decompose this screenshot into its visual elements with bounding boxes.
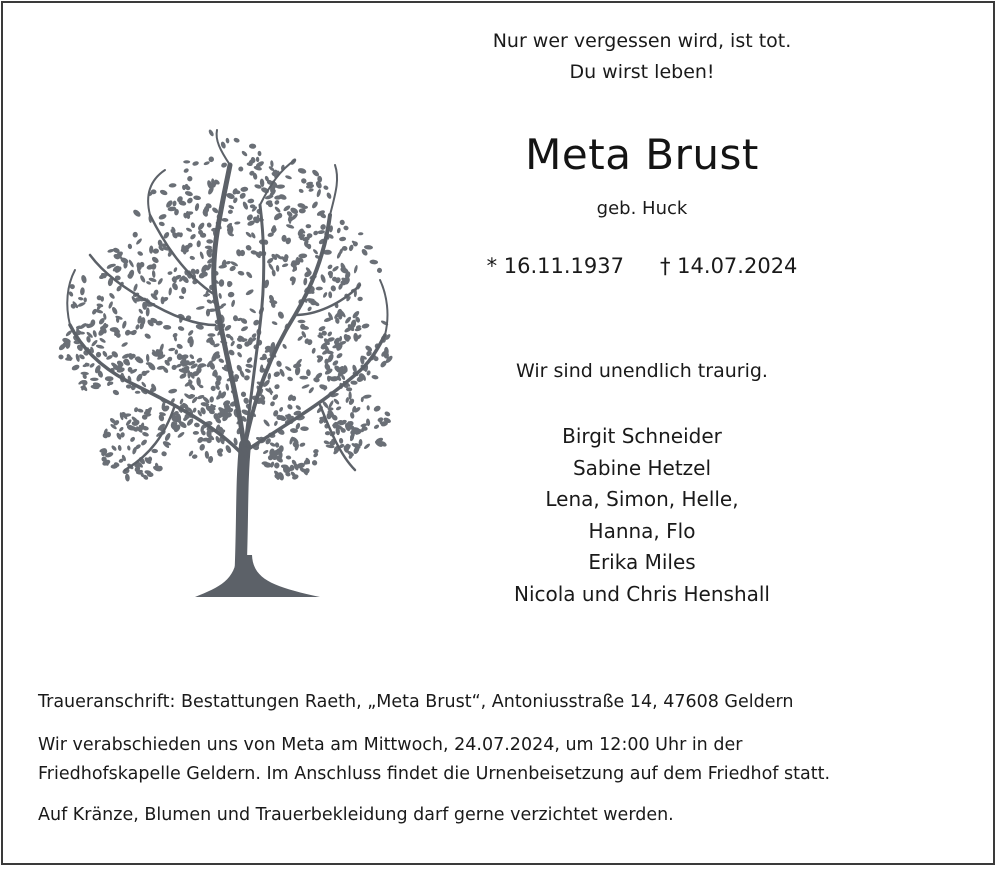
leaf bbox=[278, 406, 283, 412]
leaf bbox=[303, 277, 308, 285]
leaf bbox=[112, 389, 120, 397]
leaf bbox=[179, 295, 185, 299]
leaf bbox=[335, 406, 342, 412]
leaf bbox=[233, 137, 240, 144]
leaf bbox=[327, 264, 334, 270]
leaf bbox=[276, 265, 280, 272]
leaf bbox=[89, 362, 96, 368]
mourner-name: Sabine Hetzel bbox=[572, 455, 712, 480]
leaf bbox=[366, 405, 370, 410]
leaf bbox=[327, 407, 333, 410]
leaf bbox=[317, 230, 325, 235]
leaf bbox=[169, 183, 177, 188]
leaf bbox=[312, 248, 319, 255]
leaf bbox=[186, 175, 193, 182]
leaf bbox=[220, 162, 227, 169]
service-announcement bbox=[38, 731, 968, 789]
leaf bbox=[139, 274, 146, 283]
leaf bbox=[274, 199, 281, 206]
leaf bbox=[161, 451, 167, 457]
leaf bbox=[299, 376, 308, 380]
leaf bbox=[135, 238, 143, 246]
leaf bbox=[282, 343, 288, 350]
leaf bbox=[206, 222, 212, 229]
leaf bbox=[187, 329, 194, 336]
leaf bbox=[295, 404, 302, 411]
leaf bbox=[58, 354, 64, 360]
leaf bbox=[189, 353, 195, 359]
leaf bbox=[164, 432, 172, 442]
leaf bbox=[206, 299, 213, 305]
leaf bbox=[336, 352, 344, 359]
leaf bbox=[168, 287, 172, 296]
leaf bbox=[151, 263, 157, 270]
leaf bbox=[353, 265, 358, 274]
leaf bbox=[177, 325, 185, 331]
leaf bbox=[151, 256, 160, 265]
leaf bbox=[246, 356, 254, 364]
leaf bbox=[84, 297, 87, 302]
leaf bbox=[96, 344, 105, 350]
leaf bbox=[245, 244, 253, 252]
leaf bbox=[184, 190, 193, 197]
leaf bbox=[197, 222, 206, 232]
leaf bbox=[281, 263, 288, 268]
leaf bbox=[336, 227, 341, 233]
leaf bbox=[207, 333, 215, 337]
leaf bbox=[285, 175, 293, 180]
leaf bbox=[339, 236, 346, 241]
leaf bbox=[262, 419, 270, 428]
leaf bbox=[227, 209, 233, 214]
leaf bbox=[208, 129, 215, 137]
mourner-name: Hanna, Flo bbox=[588, 518, 696, 543]
leaf bbox=[174, 349, 178, 354]
leaf bbox=[92, 330, 97, 338]
leaf bbox=[221, 218, 228, 222]
leaf bbox=[267, 373, 271, 380]
leaf bbox=[218, 293, 222, 299]
leaf bbox=[249, 308, 257, 315]
leaf bbox=[194, 422, 200, 427]
leaf bbox=[339, 219, 346, 226]
leaf bbox=[301, 384, 310, 390]
mourner-name: Lena, Simon, Helle, bbox=[545, 487, 739, 511]
leaf bbox=[158, 213, 167, 221]
life-dates bbox=[440, 254, 844, 278]
leaf bbox=[196, 240, 201, 247]
leaf bbox=[140, 438, 148, 446]
leaf bbox=[121, 320, 127, 329]
leaf bbox=[236, 351, 243, 358]
motto bbox=[440, 26, 844, 88]
leaf bbox=[297, 335, 304, 342]
leaf bbox=[240, 186, 248, 192]
leaf bbox=[176, 343, 184, 350]
leaf bbox=[323, 440, 330, 446]
mourner-name: Nicola und Chris Henshall bbox=[513, 581, 770, 606]
leaf bbox=[225, 138, 229, 144]
leaf bbox=[274, 462, 280, 469]
leaf bbox=[350, 412, 355, 419]
leaf bbox=[313, 449, 319, 454]
tree-icon bbox=[55, 125, 395, 605]
leaf bbox=[257, 151, 261, 157]
leaf bbox=[71, 364, 81, 372]
leaf bbox=[316, 287, 323, 291]
leaf bbox=[171, 364, 178, 371]
leaf bbox=[183, 167, 190, 173]
leaf bbox=[287, 376, 294, 382]
leaf bbox=[274, 206, 282, 214]
leaf bbox=[111, 306, 119, 315]
leaf bbox=[299, 442, 306, 448]
leaf bbox=[357, 296, 363, 301]
leaf bbox=[172, 200, 177, 206]
leaf bbox=[300, 426, 309, 431]
leaf bbox=[111, 445, 118, 452]
leaf bbox=[173, 267, 178, 273]
leaf bbox=[146, 354, 150, 362]
leaf bbox=[278, 193, 287, 201]
leaf bbox=[158, 221, 165, 227]
leaf bbox=[245, 288, 255, 296]
leaf bbox=[275, 360, 282, 368]
leaf bbox=[125, 473, 131, 481]
leaf bbox=[238, 166, 243, 171]
leaf bbox=[183, 160, 190, 163]
leaf bbox=[225, 383, 229, 391]
flowers-note: Auf Kränze, Blumen und Trauerbekleidung darf gerne verzichtet werden. bbox=[38, 805, 674, 825]
leaf bbox=[274, 442, 279, 448]
leaf bbox=[193, 195, 201, 200]
leaf bbox=[323, 185, 330, 191]
leaf bbox=[146, 281, 152, 286]
leaf bbox=[135, 324, 140, 330]
leaf bbox=[108, 292, 116, 300]
leaf bbox=[192, 161, 200, 167]
leaf bbox=[246, 213, 254, 222]
leaf bbox=[319, 223, 326, 231]
leaf bbox=[78, 297, 84, 301]
leaf bbox=[132, 208, 142, 218]
leaf bbox=[127, 445, 131, 451]
leaf bbox=[330, 285, 337, 292]
leaf bbox=[262, 449, 269, 455]
leaf bbox=[99, 337, 107, 344]
leaf bbox=[369, 259, 378, 264]
leaf bbox=[273, 383, 280, 390]
leaf bbox=[320, 274, 327, 284]
leaf bbox=[271, 269, 276, 277]
leaf bbox=[353, 333, 359, 342]
leaf bbox=[102, 350, 109, 358]
leaf bbox=[241, 150, 248, 157]
leaf bbox=[240, 325, 249, 332]
leaf bbox=[306, 224, 312, 228]
leaf bbox=[273, 420, 278, 426]
leaf bbox=[186, 197, 194, 205]
leaf bbox=[331, 265, 339, 273]
leaf bbox=[129, 436, 136, 443]
leaf bbox=[132, 232, 138, 238]
leaf bbox=[297, 167, 307, 174]
leaf bbox=[80, 274, 87, 283]
leaf bbox=[311, 200, 319, 209]
leaf bbox=[364, 245, 373, 250]
leaf bbox=[196, 357, 203, 364]
leaf bbox=[297, 320, 305, 324]
leaf bbox=[247, 198, 254, 203]
leaf bbox=[171, 282, 179, 291]
leaf bbox=[199, 251, 205, 260]
leaf bbox=[199, 443, 206, 451]
mourner-name: Erika Miles bbox=[588, 550, 696, 574]
leaf bbox=[308, 386, 315, 394]
leaf bbox=[328, 291, 332, 298]
leaf bbox=[325, 431, 331, 435]
leaf bbox=[284, 365, 292, 372]
leaf bbox=[133, 283, 139, 292]
leaf bbox=[277, 310, 285, 319]
leaf bbox=[144, 332, 152, 339]
leaf bbox=[306, 369, 311, 376]
service-line-2: Friedhofskapelle Geldern. Im Anschluss findet die Urnenbeisetzung auf dem Friedhof statt. bbox=[38, 764, 831, 784]
leaf bbox=[206, 239, 213, 244]
leaf bbox=[127, 243, 132, 249]
leaf bbox=[363, 443, 371, 450]
leaf bbox=[137, 250, 144, 257]
leaf bbox=[189, 255, 195, 260]
mourner-name: Birgit Schneider bbox=[562, 424, 722, 448]
leaf bbox=[231, 299, 236, 307]
leaf bbox=[196, 305, 205, 310]
motto-line-1: Nur wer vergessen wird, ist tot. bbox=[492, 30, 792, 52]
leaf bbox=[157, 277, 164, 285]
leaf bbox=[230, 340, 236, 347]
mourning-address: Traueranschrift: Bestattungen Raeth, „Meta Brust“, Antoniusstraße 14, 47608 Geldern bbox=[38, 692, 794, 712]
leaf bbox=[219, 279, 225, 287]
leaf bbox=[90, 378, 99, 381]
leaf bbox=[384, 410, 391, 417]
leaf bbox=[245, 271, 253, 279]
leaf bbox=[117, 445, 122, 452]
leaf bbox=[189, 233, 197, 240]
leaf bbox=[377, 268, 383, 274]
leaf bbox=[298, 188, 304, 194]
leaf bbox=[152, 270, 156, 278]
leaf bbox=[245, 363, 253, 368]
leaf bbox=[373, 424, 380, 430]
leaf bbox=[159, 189, 168, 196]
leaf bbox=[135, 391, 141, 394]
leaf bbox=[271, 393, 279, 401]
leaf bbox=[234, 221, 241, 225]
leaf bbox=[285, 223, 294, 229]
leaf bbox=[192, 454, 198, 459]
leaf bbox=[339, 438, 344, 444]
leaf bbox=[350, 380, 357, 385]
leaf bbox=[167, 271, 173, 275]
leaf bbox=[311, 347, 316, 354]
leaf bbox=[282, 204, 291, 212]
mourners-list bbox=[440, 421, 844, 610]
leaf bbox=[151, 449, 158, 454]
death-date: † 14.07.2024 bbox=[660, 254, 798, 278]
leaf bbox=[181, 287, 186, 294]
birth-date: * 16.11.1937 bbox=[486, 254, 624, 278]
birth-name: geb. Huck bbox=[596, 198, 688, 219]
leaf bbox=[316, 189, 322, 198]
leaf bbox=[326, 192, 333, 200]
leaf bbox=[100, 296, 104, 302]
leaf bbox=[269, 400, 276, 407]
leaf bbox=[271, 225, 277, 234]
leaf bbox=[333, 398, 340, 405]
leaf bbox=[322, 291, 328, 298]
leaf bbox=[371, 374, 379, 379]
leaf bbox=[190, 222, 196, 229]
leaf bbox=[121, 341, 129, 347]
leaf bbox=[203, 161, 210, 166]
leaf bbox=[332, 359, 340, 366]
leaf bbox=[228, 204, 235, 210]
leaf bbox=[244, 368, 251, 374]
leaf bbox=[218, 358, 225, 364]
leaf bbox=[128, 259, 135, 268]
leaf bbox=[177, 431, 186, 439]
leaf bbox=[286, 455, 292, 460]
leaf bbox=[168, 347, 175, 351]
leaf bbox=[118, 426, 124, 432]
leaf bbox=[327, 331, 333, 338]
leaf bbox=[138, 308, 144, 315]
leaf bbox=[152, 248, 159, 254]
deceased-name: Meta Brust bbox=[525, 130, 759, 179]
leaf bbox=[80, 287, 85, 295]
leaf bbox=[271, 320, 278, 325]
leaf bbox=[185, 227, 192, 233]
leaf bbox=[256, 157, 260, 163]
leaf bbox=[163, 325, 172, 330]
leaf bbox=[105, 376, 114, 381]
leaf bbox=[373, 405, 382, 413]
leaf bbox=[307, 306, 313, 312]
leaf bbox=[358, 232, 364, 235]
leaf bbox=[194, 203, 200, 212]
leaf bbox=[193, 431, 199, 435]
leaf bbox=[195, 269, 199, 274]
leaf bbox=[209, 396, 214, 403]
leaf bbox=[240, 391, 246, 397]
motto-line-2: Du wirst leben! bbox=[569, 61, 715, 83]
leaf bbox=[142, 431, 150, 437]
leaf bbox=[149, 245, 154, 253]
leaf bbox=[126, 384, 132, 388]
leaf bbox=[311, 459, 318, 466]
leaf bbox=[286, 403, 293, 410]
leaf bbox=[227, 291, 234, 297]
leaf bbox=[249, 143, 256, 149]
leaf bbox=[237, 270, 245, 276]
leaf bbox=[343, 225, 350, 231]
leaf bbox=[270, 160, 274, 167]
leaf bbox=[236, 343, 243, 350]
leaf bbox=[361, 323, 370, 330]
service-line-1: Wir verabschieden uns von Meta am Mittwoch, 24.07.2024, um 12:00 Uhr in der bbox=[38, 735, 743, 755]
grief-line: Wir sind unendlich traurig. bbox=[516, 360, 768, 382]
leaf bbox=[362, 394, 372, 399]
leaf bbox=[168, 388, 178, 394]
